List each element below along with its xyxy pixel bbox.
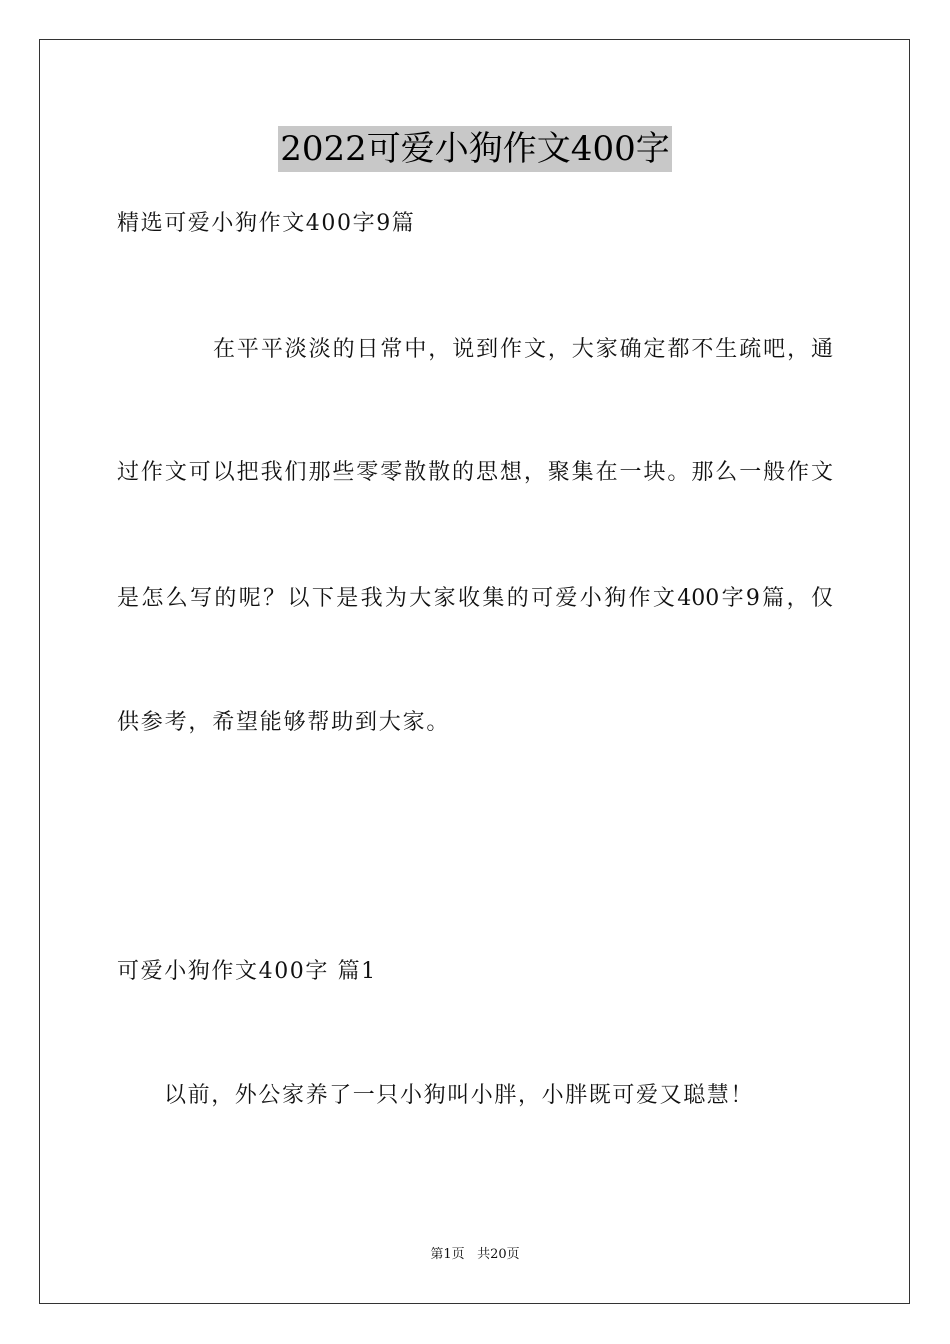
footer-page-number: 第1页 xyxy=(430,1247,465,1262)
intro-line-4: 供参考，希望能够帮助到大家。 xyxy=(117,710,451,735)
intro-line-1: 在平平淡淡的日常中，说到作文，大家确定都不生疏吧，通 xyxy=(213,337,833,362)
footer-total-pages: 共20页 xyxy=(477,1247,520,1262)
intro-line-3: 是怎么写的呢？以下是我为大家收集的可爱小狗作文400字9篇，仅 xyxy=(117,586,833,611)
intro-line-2: 过作文可以把我们那些零零散散的思想，聚集在一块。那么一般作文 xyxy=(117,460,833,485)
section-heading: 可爱小狗作文400字 篇1 xyxy=(117,959,377,984)
document-title: 2022可爱小狗作文400字 xyxy=(278,126,671,172)
page-footer xyxy=(0,1246,950,1264)
title-container xyxy=(0,126,950,172)
section-paragraph-line: 以前，外公家养了一只小狗叫小胖，小胖既可爱又聪慧！ xyxy=(164,1083,755,1108)
document-subtitle: 精选可爱小狗作文400字9篇 xyxy=(117,211,416,236)
